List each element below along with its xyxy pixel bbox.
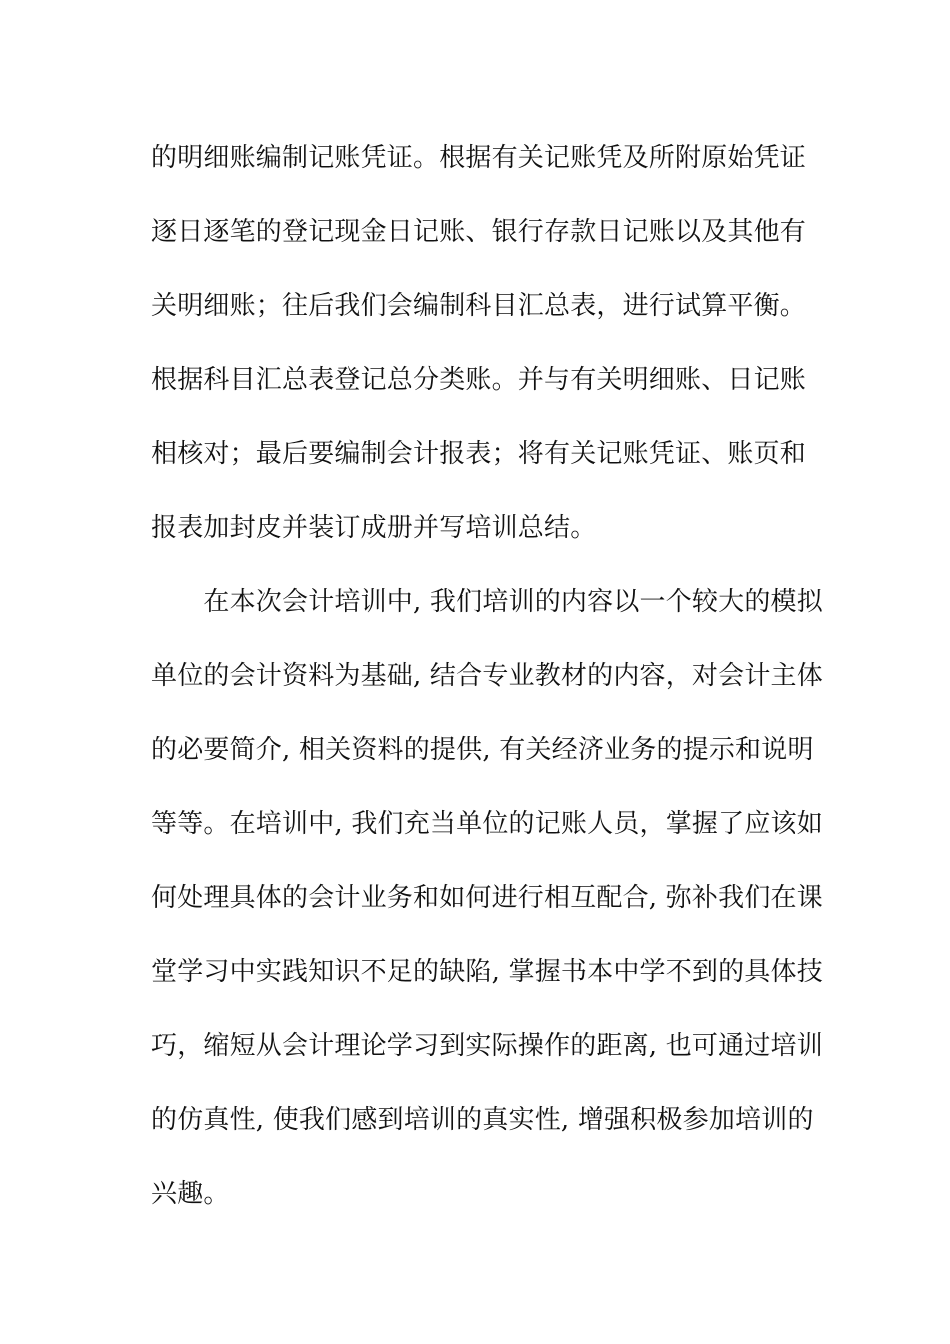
text-line: 单位的会计资料为基础, 结合专业教材的内容，对会计主体 (151, 661, 823, 691)
body-text (151, 130, 823, 1240)
text-line: 相核对；最后要编制会计报表；将有关记账凭证、账页和 (151, 439, 807, 469)
text-line: 的仿真性, 使我们感到培训的真实性, 增强积极参加培训的 (151, 1105, 814, 1135)
text-line: 报表加封皮并装订成册并写培训总结。 (151, 513, 597, 543)
text-line: 关明细账；往后我们会编制科目汇总表，进行试算平衡。 (151, 291, 807, 321)
text-line: 等等。在培训中, 我们充当单位的记账人员，掌握了应该如 (151, 809, 823, 839)
text-line: 的明细账编制记账凭证。根据有关记账凭及所附原始凭证 (151, 143, 807, 173)
text-line: 逐日逐笔的登记现金日记账、银行存款日记账以及其他有 (151, 217, 807, 247)
text-line: 堂学习中实践知识不足的缺陷, 掌握书本中学不到的具体技 (151, 957, 823, 987)
text-line: 在本次会计培训中, 我们培训的内容以一个较大的模拟 (151, 587, 823, 617)
text-line: 根据科目汇总表登记总分类账。并与有关明细账、日记账 (151, 365, 807, 395)
text-line: 的必要简介, 相关资料的提供, 有关经济业务的提示和说明 (151, 735, 814, 765)
text-line: 何处理具体的会计业务和如何进行相互配合, 弥补我们在课 (151, 883, 823, 913)
text-line: 巧，缩短从会计理论学习到实际操作的距离, 也可通过培训 (151, 1031, 823, 1061)
text-line: 兴趣。 (151, 1179, 230, 1209)
